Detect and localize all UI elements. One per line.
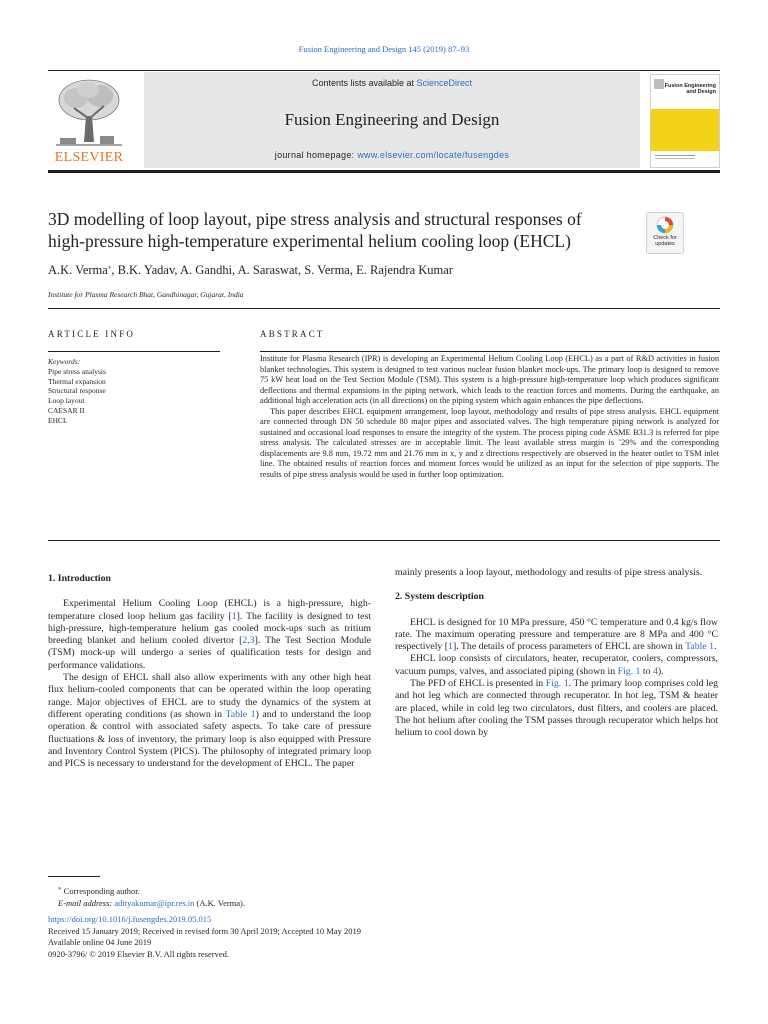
cover-footer-lines (655, 155, 695, 156)
table-link[interactable]: Table 1 (685, 641, 715, 653)
body-paragraph (48, 598, 371, 672)
text-run: ) and to understand the loop operation & control with associated safety aspects. To take care of pressure fluctuations & loss of inventory, the primary loop is also equipped with Pressure and Inventory Control System (PICS). The philosophy of integrated primary loop and PICS is necessary to understand for the development of EHCL. The paper (48, 708, 371, 770)
body-paragraph: mainly presents a loop layout, methodology and results of pipe stress analysis. (395, 567, 703, 578)
author-list (48, 263, 453, 278)
footnote-mark: ⁎ (58, 884, 62, 892)
text-run: to (640, 665, 653, 677)
title-bottom-rule (48, 308, 720, 309)
article-title-line1: 3D modelling of loop layout, pipe stress analysis and structural responses of (48, 209, 582, 229)
available-online: Available online 04 June 2019 (48, 937, 152, 947)
text-run: . The primary loop comprises cold leg and hot leg which are connected through recuperator. In hot leg, TSM & heater are placed, while in cold leg two circulators, dust filters, and coolers are placed. The hot helium after cooling the TSM passes through recuperator which helps hot helium to cool down by (395, 678, 719, 739)
journal-box (144, 72, 640, 168)
text-run: ]. The details of process parameters of EHCL are shown in (452, 641, 686, 653)
cover-title-line2: and Design (686, 89, 716, 95)
section-heading-system-description: 2. System description (395, 591, 484, 603)
corresponding-author-mark[interactable]: ⁎ (107, 263, 112, 271)
keywords-label: Keywords: (48, 357, 81, 366)
ref-link[interactable]: 1 (448, 641, 453, 653)
body-paragraph (395, 617, 718, 654)
homepage-line (144, 150, 640, 160)
ref-link[interactable]: 2,3 (242, 635, 255, 647)
body-paragraph (395, 653, 718, 678)
text-run: EHCL is designed for 10 MPa pressure, 450 °C temperature and 0.4 kg/s flow rate. The maximum operating pressure and temperature are 8 MPa and 400 °C respectively [ (395, 616, 718, 653)
text-run: The design of EHCL shall also allow experiments with any other high heat flux helium-cooled components that can be operated within the loop operating range. Major objectives of EHCL are to study the dynamics of the system at different operating conditions (as shown in (48, 672, 371, 720)
abstract-rule (260, 351, 720, 352)
article-metadata (48, 914, 361, 960)
corresponding-text: Corresponding author. (61, 885, 140, 896)
body-paragraph (48, 672, 371, 770)
sciencedirect-link[interactable]: ScienceDirect (416, 78, 473, 88)
contents-line (144, 78, 640, 88)
email-label: E-mail address: (58, 897, 115, 908)
text-run: ]. The facility is designed to test high-pressure, high-temperature helium gas cooled mock-ups such as tritium breeding blanket and helium cooled divertor [ (48, 610, 371, 647)
keyword-item: CAESAR II (48, 405, 85, 415)
cover-title (665, 83, 716, 95)
text-run: ]. The Test Section Module (TSM) mock-up will undergo a series of qualification tests for design and performance validations. (48, 635, 371, 671)
affiliation: Institute for Plasma Research Bhat, Gandhinagar, Gujarat, India (48, 290, 244, 299)
keyword-item: Structural response (48, 386, 106, 396)
ref-link[interactable]: 1 (231, 610, 237, 622)
abstract-body (260, 354, 719, 480)
article-title (48, 208, 648, 252)
check-for-updates-badge[interactable] (646, 212, 684, 254)
body-column-left (48, 567, 371, 770)
keywords-list (48, 367, 220, 425)
cover-header (651, 75, 719, 107)
elsevier-wordmark: ELSEVIER (54, 150, 124, 165)
received-dates: Received 15 January 2019; Received in revised form 30 April 2019; Accepted 10 May 2019 (48, 925, 362, 936)
abstract-paragraph: This paper describes EHCL equipment arrangement, loop layout, methodology and results of pipe stress analysis. EHCL equipment are connected through DN 50 schedule 80 major pipes and associated valves. The high temperature piping network is analyzed for sustained and occasional load responses to ensure the integrity of the system. The process piping code ASME B31.3 is referred for pipe stress analysis. The calculated stresses are in acceptable limit. The least available stress margin is ˜29% and the corresponding displacements are 9.8 mm, 19.72 mm and 21.76 mm in x, y and z directions respectively are observed in the heater outlet to TSM inlet line. The obtained results of reaction forces and moment forces would be utilized as an input for the selection of pipe supports. The results of pipe stress analysis would be used in further loop optimization. (260, 406, 719, 479)
elsevier-tree-icon (54, 76, 124, 148)
header-rule (48, 70, 720, 71)
journal-citation-link[interactable]: Fusion Engineering and Design 145 (2019) 87–93 (298, 44, 470, 54)
text-run: . (714, 641, 717, 653)
article-title-line2: high-pressure high-temperature experimental helium cooling loop (EHCL) (48, 231, 571, 251)
abstract-heading: ABSTRACT (260, 329, 325, 339)
corresponding-author-note (58, 882, 245, 897)
email-suffix: (A.K. Verma). (194, 897, 246, 908)
contents-prefix: Contents lists available at (311, 78, 417, 88)
check-updates-line1: Check for (653, 235, 677, 241)
email-note (58, 897, 245, 909)
email-link[interactable]: adityakumar@ipr.res.in (114, 897, 195, 908)
article-info-heading: ARTICLE INFO (48, 329, 136, 339)
doi-link[interactable]: https://doi.org/10.1016/j.fusengdes.2019.05.015 (48, 914, 212, 924)
text-run: ). (657, 665, 664, 677)
author-others: , B.K. Yadav, A. Gandhi, A. Saraswat, S. Verma, E. Rajendra Kumar (111, 263, 453, 278)
cover-image (651, 109, 719, 151)
copyright: 0920-3796/ © 2019 Elsevier B.V. All rights reserved. (48, 948, 230, 959)
banner-bottom-rule (48, 170, 720, 173)
check-updates-icon (656, 216, 674, 234)
section-heading-introduction: 1. Introduction (48, 573, 111, 584)
journal-title: Fusion Engineering and Design (284, 110, 500, 129)
body-column-right (395, 567, 718, 740)
elsevier-logo[interactable] (48, 74, 130, 168)
figure-link[interactable]: Fig. 1 (617, 665, 641, 677)
article-info-rule (48, 351, 220, 352)
journal-banner (48, 72, 720, 170)
keyword-item: EHCL (48, 415, 68, 425)
figure-link[interactable]: Fig. 1 (545, 678, 569, 690)
journal-cover-thumbnail[interactable] (650, 74, 720, 168)
check-updates-line2: updates (655, 241, 675, 247)
abstract-paragraph: Institute for Plasma Research (IPR) is developing an Experimental Helium Cooling Loop (EHCL) as a part of R&D activities in fusion blanket technologies. This system is designed to test various nuclear fusion blanket mock-ups. The primary loop is designed to remove 75 kW heat load on the Test Section Module (TSM). This system is a high-pressure high-temperature loop which produces significant deflections and thermal expansions in the piping network, which leads to the reaction forces and moments. During the earthquake, an additional high acceleration acts (in all directions) on the piping system which again enhances the pipe deflections. (260, 354, 719, 405)
text-run: Experimental Helium Cooling Loop (EHCL) is a high-pressure, high-temperature closed loop helium gas facility [ (48, 598, 371, 622)
homepage-prefix: journal homepage: (274, 150, 358, 160)
table-link[interactable]: Table 1 (225, 708, 256, 720)
cover-logo-icon (654, 79, 664, 89)
author-corresponding[interactable]: A.K. Verma (48, 263, 108, 278)
keyword-item: Thermal expansion (48, 376, 106, 386)
footnote-rule (48, 876, 100, 877)
footnotes (58, 882, 245, 909)
check-updates-label (647, 235, 683, 247)
body-paragraph (395, 678, 718, 739)
cover-title-line1: Fusion Engineering (664, 83, 716, 89)
keyword-item: Loop layout (48, 396, 85, 406)
abstract-bottom-rule (48, 540, 720, 541)
text-run: EHCL loop consists of circulators, heater, recuperator, coolers, compressors, vacuum pumps, valves, and associated piping (shown in (395, 653, 718, 677)
keyword-item: Pipe stress analysis (48, 367, 106, 376)
figure-link[interactable]: 4 (652, 665, 658, 677)
homepage-link[interactable]: www.elsevier.com/locate/fusengdes (357, 150, 510, 160)
journal-citation[interactable] (0, 44, 768, 54)
text-run: The PFD of EHCL is presented in (410, 678, 546, 690)
